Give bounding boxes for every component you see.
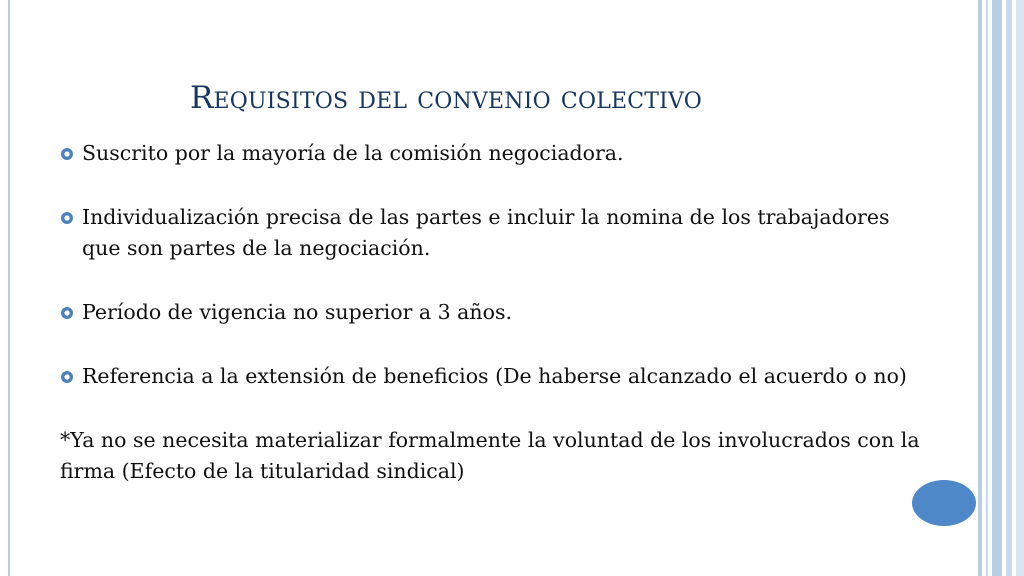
circle-bullet-icon [60, 370, 74, 384]
stripe [986, 0, 988, 576]
stripe [1006, 0, 1012, 576]
stripe [992, 0, 1002, 576]
list-item [60, 361, 920, 392]
right-decorative-stripes [978, 0, 1024, 576]
bullet-text: Suscrito por la mayoría de la comisión negociadora. [82, 141, 624, 165]
oval-decoration [912, 480, 976, 526]
footnote-text: *Ya no se necesita materializar formalmente la voluntad de los involucrados con la firma (Efecto de la titularidad sindical) [60, 428, 920, 483]
bullet-text: Individualización precisa de las partes e incluir la nomina de los trabajadores que son partes de la negociación. [82, 205, 890, 260]
slide-body [60, 138, 920, 487]
circle-bullet-icon [60, 306, 74, 320]
left-frame-line [8, 0, 10, 576]
bullet-text: Período de vigencia no superior a 3 años. [82, 300, 512, 324]
stripe [978, 0, 982, 576]
list-item [60, 138, 920, 169]
list-item [60, 297, 920, 328]
list-item [60, 202, 920, 264]
stripe [1016, 0, 1024, 576]
bullet-text: Referencia a la extensión de beneficios (De haberse alcanzado el acuerdo o no) [82, 364, 907, 388]
circle-bullet-icon [60, 211, 74, 225]
slide-title: Requisitos del convenio colectivo [190, 80, 702, 116]
circle-bullet-icon [60, 147, 74, 161]
